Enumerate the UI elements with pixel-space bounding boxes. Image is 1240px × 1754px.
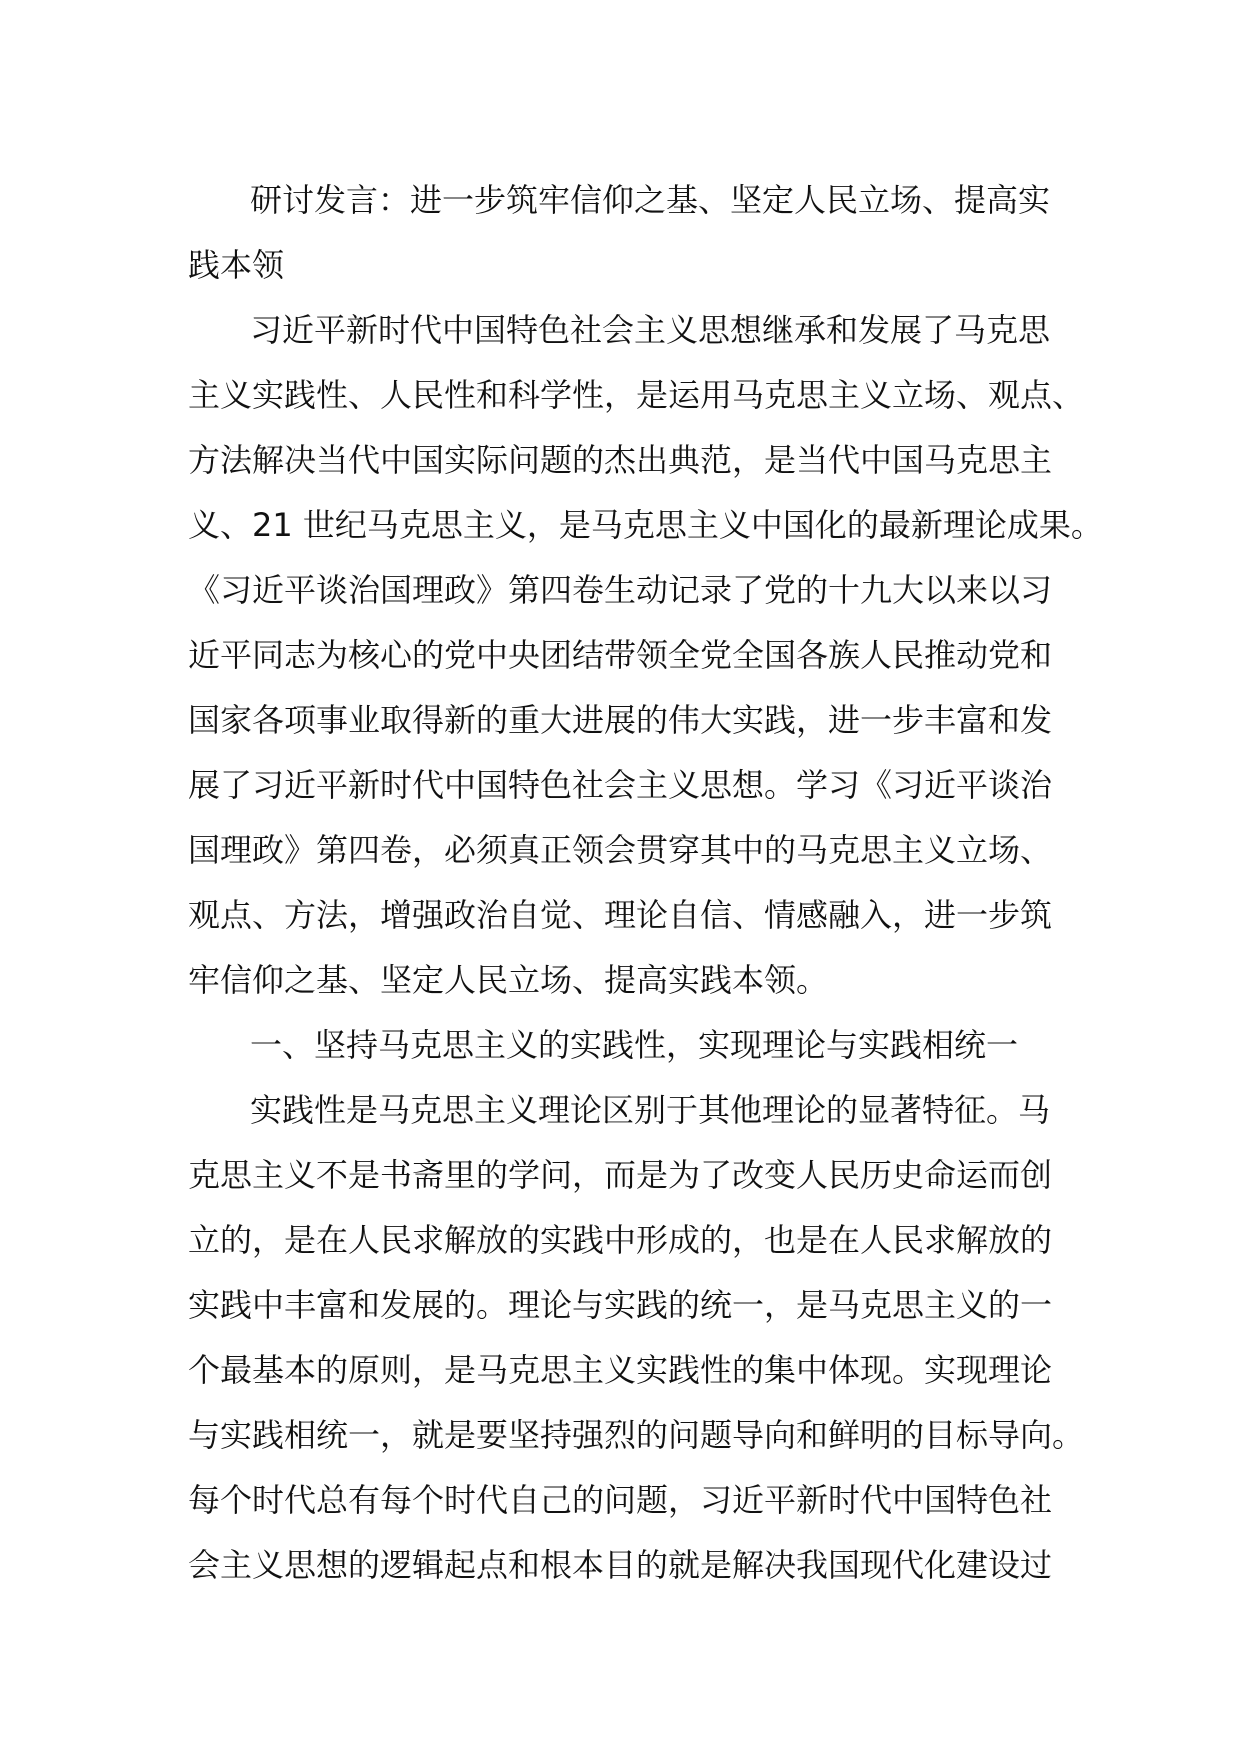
paragraph-1-line-5: 《习近平谈治国理政》第四卷生动记录了党的十九大以来以习 [188, 571, 1053, 609]
paragraph-1-line-9: 国理政》第四卷，必须真正领会贯穿其中的马克思主义立场、 [188, 831, 1053, 869]
paragraph-2-line-1: 实践性是马克思主义理论区别于其他理论的显著特征。马 [250, 1091, 1051, 1129]
paragraph-2-line-4: 实践中丰富和发展的。理论与实践的统一，是马克思主义的一 [188, 1286, 1053, 1324]
paragraph-2-line-6: 与实践相统一，就是要坚持强烈的问题导向和鲜明的目标导向。 [188, 1416, 1085, 1454]
paragraph-2-line-8: 会主义思想的逻辑起点和根本目的就是解决我国现代化建设过 [188, 1546, 1053, 1584]
paragraph-1-line-7: 国家各项事业取得新的重大进展的伟大实践，进一步丰富和发 [188, 701, 1053, 739]
paragraph-2-line-3: 立的，是在人民求解放的实践中形成的，也是在人民求解放的 [188, 1221, 1053, 1259]
paragraph-1-line-8: 展了习近平新时代中国特色社会主义思想。学习《习近平谈治 [188, 766, 1053, 804]
paragraph-1-line-4: 义、21 世纪马克思主义，是马克思主义中国化的最新理论成果。 [188, 506, 1103, 544]
paragraph-1-line-2: 主义实践性、人民性和科学性，是运用马克思主义立场、观点、 [188, 376, 1085, 414]
document-title-line-2: 践本领 [188, 246, 285, 284]
document-body [188, 168, 1103, 1598]
paragraph-1-line-1: 习近平新时代中国特色社会主义思想继承和发展了马克思 [250, 311, 1051, 349]
paragraph-2-line-2: 克思主义不是书斋里的学问，而是为了改变人民历史命运而创 [188, 1156, 1053, 1194]
paragraph-2-line-7: 每个时代总有每个时代自己的问题，习近平新时代中国特色社 [188, 1481, 1053, 1519]
paragraph-1-line-3: 方法解决当代中国实际问题的杰出典范，是当代中国马克思主 [188, 441, 1053, 479]
paragraph-1-line-6: 近平同志为核心的党中央团结带领全党全国各族人民推动党和 [188, 636, 1053, 674]
section-heading: 一、坚持马克思主义的实践性，实现理论与实践相统一 [250, 1026, 1019, 1064]
paragraph-1-line-11: 牢信仰之基、坚定人民立场、提高实践本领。 [188, 961, 829, 999]
document-title-line-1: 研讨发言：进一步筑牢信仰之基、坚定人民立场、提高实 [250, 181, 1051, 219]
paragraph-2-line-5: 个最基本的原则，是马克思主义实践性的集中体现。实现理论 [188, 1351, 1053, 1389]
paragraph-1-line-10: 观点、方法，增强政治自觉、理论自信、情感融入，进一步筑 [188, 896, 1053, 934]
